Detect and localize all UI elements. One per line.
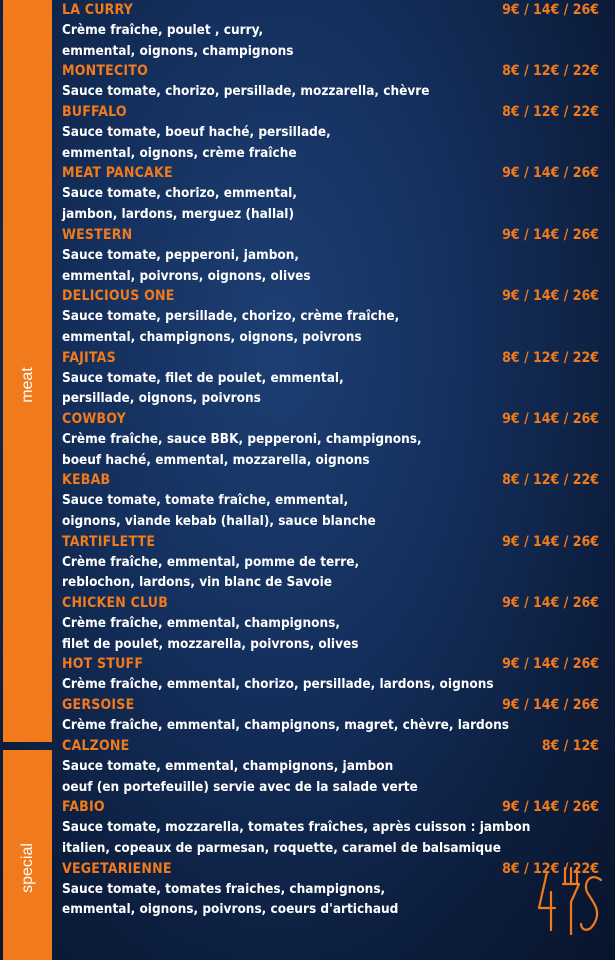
pizza-ingredients: oeuf (en portefeuille) servie avec de la salade verte bbox=[62, 778, 418, 795]
pizza-price: 9€ / 14€ / 26€ bbox=[502, 288, 599, 305]
pizza-ingredients: Crème fraîche, emmental, chorizo, persillade, lardons, oignons bbox=[62, 676, 494, 693]
pizza-price: 9€ / 14€ / 26€ bbox=[502, 656, 599, 673]
pizza-name: GERSOISE bbox=[62, 697, 135, 714]
pizza-name: KEBAB bbox=[62, 472, 111, 489]
pizza-ingredients: Sauce tomate, chorizo, emmental, bbox=[62, 185, 297, 202]
pizza-price: 8€ / 12€ / 22€ bbox=[502, 349, 599, 366]
pizza-name: DELICIOUS ONE bbox=[62, 288, 175, 305]
pizza-name: TARTIFLETTE bbox=[62, 533, 156, 550]
pizza-price: 8€ / 12€ / 22€ bbox=[502, 63, 599, 80]
pizza-name: MONTECITO bbox=[62, 63, 149, 80]
menu-item bbox=[62, 0, 607, 61]
pizza-price: 9€ / 14€ / 26€ bbox=[502, 799, 599, 816]
pizza-ingredients: jambon, lardons, merguez (hallal) bbox=[62, 206, 295, 223]
pizza-ingredients: Sauce tomate, filet de poulet, emmental, bbox=[62, 369, 344, 386]
section-label-meat: meat bbox=[18, 367, 36, 403]
pizza-name: WESTERN bbox=[62, 226, 133, 243]
restaurant-logo-icon bbox=[535, 862, 607, 942]
pizza-ingredients: persillade, oignons, poivrons bbox=[62, 390, 261, 407]
menu-item bbox=[62, 532, 607, 593]
pizza-price: 9€ / 14€ / 26€ bbox=[502, 697, 599, 714]
pizza-ingredients: emmental, champignons, oignons, poivrons bbox=[62, 328, 362, 345]
pizza-ingredients: Crème fraîche, sauce BBK, pepperoni, champignons, bbox=[62, 430, 422, 447]
section-label-special: special bbox=[18, 843, 36, 893]
pizza-ingredients: emmental, oignons, champignons bbox=[62, 42, 294, 59]
menu-item bbox=[62, 859, 607, 920]
pizza-price: 9€ / 14€ / 26€ bbox=[502, 165, 599, 182]
pizza-price: 9€ / 14€ / 26€ bbox=[502, 595, 599, 612]
menu-item bbox=[62, 61, 607, 102]
menu-item bbox=[62, 797, 607, 858]
pizza-ingredients: Crème fraîche, emmental, pomme de terre, bbox=[62, 553, 360, 570]
pizza-price: 8€ / 12€ / 22€ bbox=[502, 860, 599, 877]
pizza-name: FAJITAS bbox=[62, 349, 116, 366]
pizza-ingredients: Sauce tomate, tomates fraiches, champignons, bbox=[62, 880, 386, 897]
pizza-ingredients: Sauce tomate, chorizo, persillade, mozzarella, chèvre bbox=[62, 83, 430, 100]
pizza-ingredients: filet de poulet, mozzarella, poivrons, olives bbox=[62, 635, 359, 652]
pizza-price: 8€ / 12€ bbox=[541, 737, 599, 754]
pizza-ingredients: emmental, poivrons, oignons, olives bbox=[62, 267, 311, 284]
pizza-price: 9€ / 14€ / 26€ bbox=[502, 410, 599, 427]
pizza-ingredients: Crème fraîche, poulet , curry, bbox=[62, 22, 264, 38]
menu-list bbox=[62, 0, 607, 920]
pizza-ingredients: Sauce tomate, pepperoni, jambon, bbox=[62, 246, 300, 263]
menu-item bbox=[62, 695, 607, 736]
menu-item bbox=[62, 102, 607, 163]
pizza-ingredients: oignons, viande kebab (hallal), sauce blanche bbox=[62, 513, 376, 529]
pizza-name: HOT STUFF bbox=[62, 656, 144, 673]
menu-item bbox=[62, 593, 607, 654]
pizza-ingredients: Sauce tomate, emmental, champignons, jambon bbox=[62, 757, 394, 774]
pizza-ingredients: Crème fraîche, emmental, champignons, magret, chèvre, lardons bbox=[62, 717, 509, 734]
pizza-name: COWBOY bbox=[62, 410, 126, 427]
section-tab-meat bbox=[3, 0, 52, 742]
menu-item bbox=[62, 654, 607, 695]
pizza-name: FABIO bbox=[62, 799, 105, 816]
pizza-price: 8€ / 12€ / 22€ bbox=[502, 104, 599, 121]
menu-item bbox=[62, 409, 607, 470]
pizza-ingredients: emmental, oignons, crème fraîche bbox=[62, 144, 297, 161]
menu-item bbox=[62, 225, 607, 286]
pizza-ingredients: italien, copeaux de parmesan, roquette, caramel de balsamique bbox=[62, 839, 501, 856]
pizza-ingredients: reblochon, lardons, vin blanc de Savoie bbox=[62, 574, 333, 591]
pizza-name: MEAT PANCAKE bbox=[62, 165, 173, 182]
pizza-ingredients: Sauce tomate, tomate fraîche, emmental, bbox=[62, 492, 349, 509]
pizza-price: 9€ / 14€ / 26€ bbox=[502, 2, 599, 18]
menu-item bbox=[62, 286, 607, 347]
pizza-name: BUFFALO bbox=[62, 104, 127, 121]
pizza-ingredients: Crème fraîche, emmental, champignons, bbox=[62, 615, 340, 632]
pizza-price: 8€ / 12€ / 22€ bbox=[502, 472, 599, 489]
section-tab-special bbox=[3, 750, 52, 960]
pizza-ingredients: Sauce tomate, boeuf haché, persillade, bbox=[62, 124, 331, 141]
pizza-name: CHICKEN CLUB bbox=[62, 595, 168, 612]
pizza-name: LA CURRY bbox=[62, 2, 133, 18]
pizza-price: 9€ / 14€ / 26€ bbox=[502, 226, 599, 243]
pizza-ingredients: boeuf haché, emmental, mozzarella, oignons bbox=[62, 451, 370, 468]
pizza-ingredients: Sauce tomate, persillade, chorizo, crème fraîche, bbox=[62, 308, 400, 325]
pizza-name: VEGETARIENNE bbox=[62, 860, 172, 877]
pizza-ingredients: Sauce tomate, mozzarella, tomates fraîches, après cuisson : jambon bbox=[62, 819, 531, 836]
pizza-ingredients: emmental, oignons, poivrons, coeurs d'artichaud bbox=[62, 901, 399, 918]
pizza-name: CALZONE bbox=[62, 737, 130, 754]
menu-item bbox=[62, 163, 607, 224]
menu-item bbox=[62, 470, 607, 531]
menu-item bbox=[62, 348, 607, 409]
pizza-price: 9€ / 14€ / 26€ bbox=[502, 533, 599, 550]
menu-item bbox=[62, 736, 607, 797]
